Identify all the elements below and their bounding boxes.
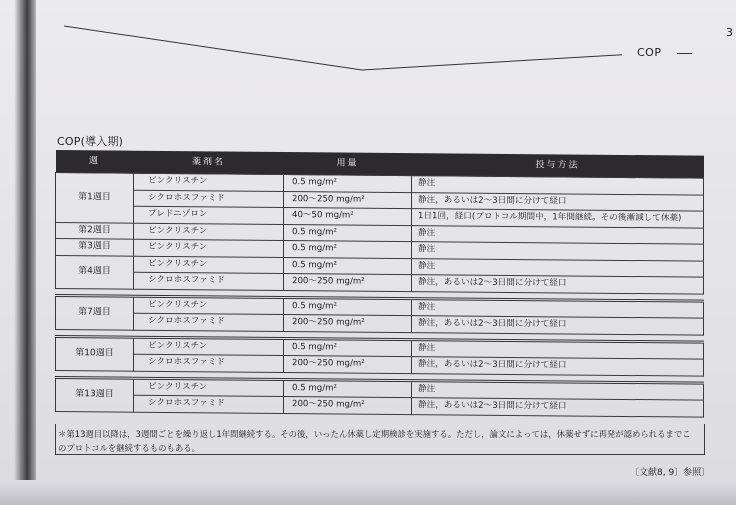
method-cell: 静注 (412, 176, 704, 195)
page-bottom-shadow (0, 481, 736, 505)
dose-cell: 0.5 mg/m² (284, 174, 412, 192)
dose-cell: 0.5 mg/m² (284, 338, 412, 357)
dose-cell: 200〜250 mg/m² (284, 396, 412, 414)
header-drug: 薬剤名 (134, 151, 284, 175)
regimen-table-wrapper (55, 150, 703, 417)
drug-cell: ビンクリスチン (134, 239, 284, 257)
footnote: ＊第13週目以降は，3週間ごとを繰り返し1年間継続する。その後，いったん休薬し定期検診を実施する。ただし，論文によっては，休薬せずに再発が認められるまでこのプロトコルを継続するものもある。 (58, 429, 691, 453)
method-cell: 静注，あるいは2〜3日間に分けて経口 (412, 316, 704, 335)
method-cell: 1日1回，経口(プロトコル期間中，1年間継続。その後漸減して休薬) (412, 209, 704, 228)
book-spine-shadow (14, 0, 36, 480)
dose-cell: 0.5 mg/m² (284, 224, 412, 242)
method-cell: 静注，あるいは2〜3日間に分けて経口 (412, 357, 704, 376)
dose-cell: 0.5 mg/m² (284, 297, 412, 316)
header-dose: 用量 (284, 152, 412, 176)
method-cell: 静注 (412, 380, 704, 400)
dose-cell: 200〜250 mg/m² (284, 355, 412, 373)
week-cell: 第4週目 (56, 255, 134, 289)
week-cell: 第1週目 (56, 173, 134, 223)
week-cell: 第3週目 (56, 239, 134, 256)
header-week: 週 (56, 150, 134, 173)
dose-cell: 40〜50 mg/m² (284, 207, 412, 225)
drug-cell: プレドニゾロン (134, 206, 284, 224)
reference-citation: 〔文献8, 9〕参照〕 (630, 468, 711, 478)
header-method: 投与方法 (412, 153, 704, 178)
method-cell: 静注 (412, 225, 704, 244)
dose-cell: 0.5 mg/m² (284, 240, 412, 258)
regimen-table (55, 150, 704, 417)
method-cell: 静注，あるいは2〜3日間に分けて経口 (412, 192, 704, 211)
week-cell: 第7週目 (56, 295, 134, 330)
method-cell: 静注 (412, 339, 704, 359)
header-dash (677, 53, 692, 54)
dose-cell: 0.5 mg/m² (284, 257, 412, 275)
drug-cell: ビンクリスチン (134, 296, 284, 315)
table-body (56, 173, 704, 417)
dose-cell: 200〜250 mg/m² (284, 314, 412, 332)
method-cell: 静注，あるいは2〜3日間に分けて経口 (412, 275, 704, 294)
dose-cell: 200〜250 mg/m² (284, 273, 412, 291)
drug-cell: シクロホスファミド (134, 272, 284, 290)
method-cell: 静注，あるいは2〜3日間に分けて経口 (412, 398, 704, 417)
drug-cell: シクロホスファミド (134, 395, 284, 413)
dose-cell: 200〜250 mg/m² (284, 191, 412, 209)
drug-cell: シクロホスファミド (134, 313, 284, 331)
page-number: 3 (726, 26, 733, 39)
method-cell: 静注 (412, 258, 704, 277)
drug-cell: ビンクリスチン (134, 378, 284, 397)
section-title: COP(導入期) (57, 135, 124, 148)
header-rule (62, 22, 622, 82)
week-cell: 第2週目 (56, 222, 134, 239)
dose-cell: 0.5 mg/m² (284, 379, 412, 398)
drug-cell: シクロホスファミド (134, 190, 284, 208)
drug-cell: ビンクリスチン (134, 223, 284, 241)
week-cell: 第13週目 (56, 377, 134, 412)
drug-cell: ビンクリスチン (134, 173, 284, 191)
week-cell: 第10週目 (56, 336, 134, 371)
drug-cell: ビンクリスチン (134, 256, 284, 274)
drug-cell: シクロホスファミド (134, 354, 284, 372)
method-cell: 静注 (412, 242, 704, 261)
running-header-label: COP (637, 46, 662, 59)
method-cell: 静注 (412, 298, 704, 318)
drug-cell: ビンクリスチン (134, 337, 284, 356)
